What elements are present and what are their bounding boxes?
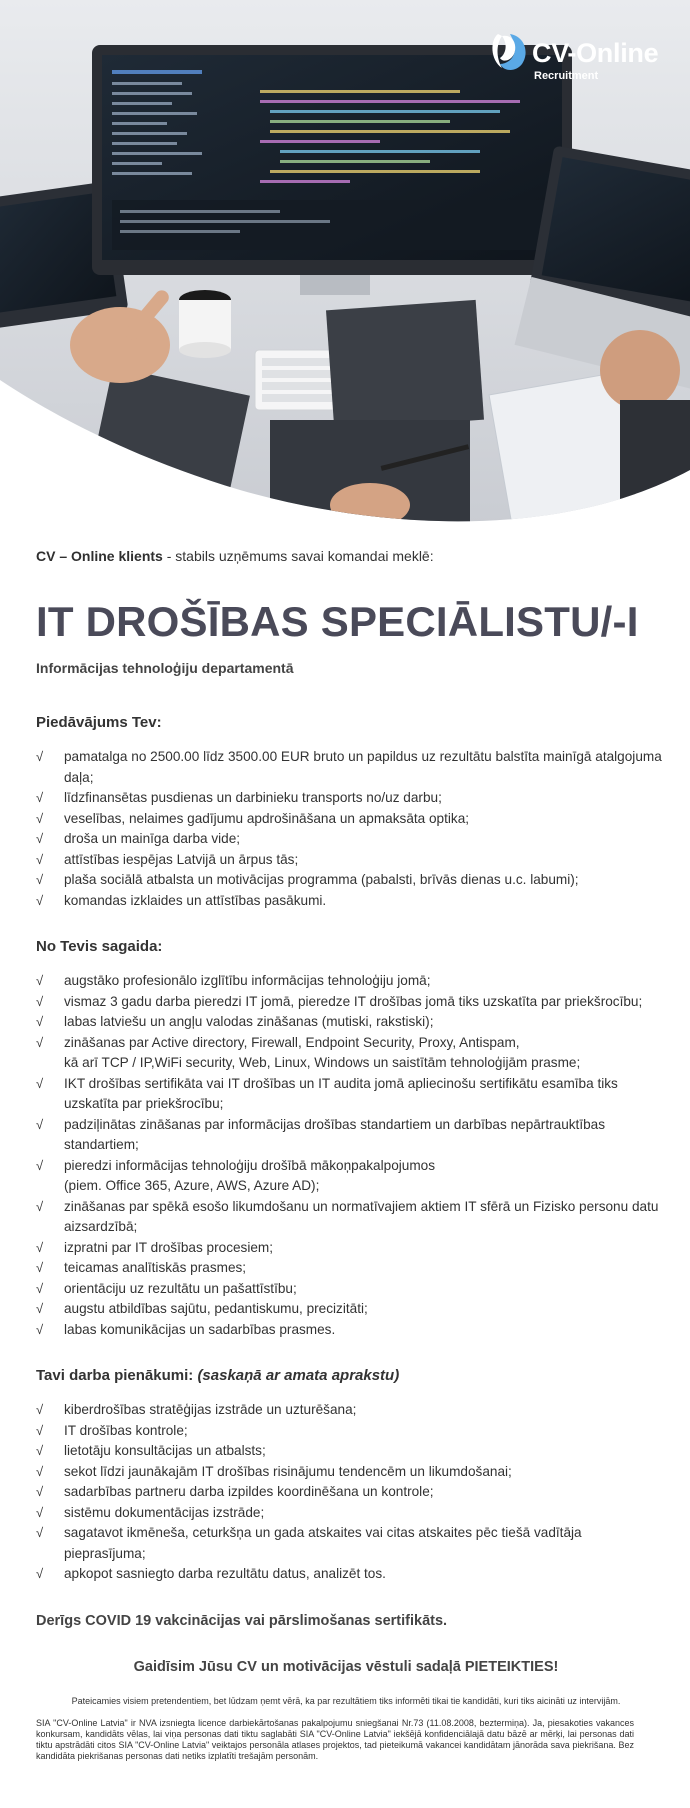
list-item (36, 870, 666, 891)
list-item-text: plaša sociālā atbalsta un motivācijas programma (pabalsti, brīvās dienas u.c. labumi); (64, 872, 579, 887)
checkmark-icon: √ (36, 1260, 44, 1275)
list-item (36, 1012, 666, 1033)
checkmark-icon: √ (36, 973, 44, 988)
checkmark-icon: √ (36, 1014, 44, 1029)
checkmark-icon: √ (36, 1157, 44, 1173)
cv-online-logo[interactable] (488, 28, 658, 86)
thanks-note: Pateicamies visiem pretendentiem, bet lūdzam ņemt vērā, ka par rezultātiem tiks informēti tikai tie kandidāti, kuri tiks aicināti uz intervijām. (71, 1695, 621, 1706)
list-item-text: labas komunikācijas un sadarbības prasmes. (64, 1321, 336, 1337)
requirements-title: No Tevis sagaida: (36, 938, 163, 955)
checkmark-icon: √ (36, 1504, 44, 1520)
list-item (36, 1482, 666, 1503)
list-item-text: pieredzi informācijas tehnoloģiju drošībā mākoņpakalpojumos (piem. Office 365, Azure, AWS, Azure AD); (64, 1157, 436, 1193)
duties-list (36, 1400, 666, 1585)
list-item-text: līdzfinansētas pusdienas un darbinieku transports no/uz darbu; (64, 790, 442, 805)
list-item (36, 1033, 666, 1074)
checkmark-icon: √ (36, 1321, 44, 1337)
list-item-text: pamatalga no 2500.00 līdz 3500.00 EUR bruto un papildus uz rezultātu balstīta mainīgā atalgojuma daļa; (64, 749, 662, 785)
list-item (36, 1279, 666, 1300)
intro-line (36, 548, 666, 564)
checkmark-icon: √ (36, 749, 44, 764)
intro-rest: - stabils uzņēmums savai komandai meklē: (162, 548, 434, 564)
duties-title (36, 1367, 666, 1384)
covid-note: Derīgs COVID 19 vakcinācijas vai pārslimošanas sertifikāts. (36, 1612, 448, 1629)
list-item (36, 1400, 666, 1421)
duties-title-note: (saskaņā ar amata aprakstu) (197, 1367, 400, 1384)
job-title: IT DROŠĪBAS SPECIĀLISTU/-I (36, 598, 639, 645)
list-item (36, 1197, 666, 1238)
list-item (36, 1503, 666, 1524)
checkmark-icon: √ (36, 1525, 44, 1540)
checkmark-icon: √ (36, 1463, 44, 1479)
checkmark-icon: √ (36, 1034, 44, 1050)
list-item (36, 1421, 666, 1442)
checkmark-icon: √ (36, 1198, 44, 1214)
list-item (36, 992, 666, 1013)
list-item-text: padziļinātas zināšanas par informācijas drošības standartiem un darbības nepārtrauktības standartiem; (64, 1116, 606, 1152)
list-item (36, 1156, 666, 1197)
department: Informācijas tehnoloģiju departamentā (36, 660, 294, 676)
list-item-text: apkopot sasniegto darba rezultātu datus, analizēt tos. (64, 1566, 386, 1581)
checkmark-icon: √ (36, 1402, 44, 1417)
list-item (36, 850, 666, 871)
checkmark-icon: √ (36, 1075, 44, 1091)
list-item (36, 1299, 666, 1320)
list-item (36, 891, 666, 912)
list-item-text: IKT drošības sertifikāta vai IT drošības un IT audita jomā apliecinošu sertifikātu esamība tiks uzskatīta par priekšrocību; (64, 1075, 618, 1111)
list-item (36, 1564, 666, 1585)
list-item-text: labas latviešu un angļu valodas zināšanas (mutiski, rakstiski); (64, 1014, 434, 1029)
list-item-text: komandas izklaides un attīstības pasākumi. (64, 892, 327, 908)
legal-note: SIA "CV-Online Latvia" ir NVA izsniegta licence darbiekārtošanas pakalpojumu sniegšanai Nr.73 (11.08.2008, beztermiņa). Ja, piesakoties vakances konkursam, kandidāts vēlas, lai viņa personas dati tiktu saglabāti SIA "CV-Online Latvia" iekšējā konfidenciālajā datu bāzē ar mērķi, lai personas dati tiktu apstrādāti citos SIA "CV-Online Latvia" veiktajos personāla atlases projektos, tad pieteikumā vakancei kandidātam jānorāda sava piekrišana. Bez kandidāta piekrišanas personas dati netiks izplatīti trešajām personām. (36, 1717, 634, 1761)
hero-banner (0, 0, 690, 530)
checkmark-icon: √ (36, 810, 44, 826)
list-item-text: vismaz 3 gadu darba pieredzi IT jomā, pieredze IT drošības jomā tiks uzskatīta par priekšrocību; (64, 993, 643, 1009)
logo-tagline: Recruitment (534, 70, 599, 82)
list-item-text: augstu atbildības sajūtu, pedantiskumu, precizitāti; (64, 1301, 368, 1316)
offer-list (36, 747, 666, 911)
logo-mark-icon (488, 30, 532, 74)
checkmark-icon: √ (36, 1484, 44, 1499)
list-item-text: sekot līdzi jaunākajām IT drošības risinājumu tendencēm un likumdošanai; (64, 1463, 512, 1479)
list-item (36, 1238, 666, 1259)
duties-title-text: Tavi darba pienākumi: (36, 1367, 194, 1384)
logo-name: CV-Online (532, 38, 659, 68)
checkmark-icon: √ (36, 1301, 44, 1316)
list-item-text: teicamas analītiskās prasmes; (64, 1260, 247, 1275)
list-item (36, 1523, 666, 1564)
list-item (36, 788, 666, 809)
list-item-text: orientāciju uz rezultātu un pašattīstību; (64, 1280, 297, 1296)
list-item-text: IT drošības kontrole; (64, 1422, 188, 1438)
list-item (36, 829, 666, 850)
checkmark-icon: √ (36, 1443, 44, 1458)
list-item-text: augstāko profesionālo izglītību informācijas tehnoloģiju jomā; (64, 973, 431, 988)
list-item-text: sadarbības partneru darba izpildes koordinēšana un kontrole; (64, 1484, 434, 1499)
checkmark-icon: √ (36, 993, 44, 1009)
list-item (36, 747, 666, 788)
list-item-text: sistēmu dokumentācijas izstrāde; (64, 1504, 265, 1520)
list-item-text: zināšanas par Active directory, Firewall, Endpoint Security, Proxy, Antispam, kā arī TCP / IP,WiFi security, Web, Linux, Windows un saistītām tehnoloģijām prasme; (64, 1034, 581, 1070)
checkmark-icon: √ (36, 1280, 44, 1296)
checkmark-icon: √ (36, 851, 44, 867)
checkmark-icon: √ (36, 1239, 44, 1255)
requirements-list (36, 971, 666, 1340)
checkmark-icon: √ (36, 831, 44, 846)
list-item (36, 809, 666, 830)
list-item (36, 1441, 666, 1462)
client-name: CV – Online klients (36, 548, 163, 564)
offer-title: Piedāvājums Tev: (36, 714, 162, 731)
checkmark-icon: √ (36, 1116, 44, 1132)
list-item-text: sagatavot ikmēneša, ceturkšņa un gada atskaites vai citas atskaites pēc tiešā vadītāja pieprasījuma; (64, 1525, 582, 1561)
checkmark-icon: √ (36, 1566, 44, 1581)
list-item-text: izpratni par IT drošības procesiem; (64, 1239, 274, 1255)
list-item-text: droša un mainīga darba vide; (64, 831, 241, 846)
list-item (36, 971, 666, 992)
list-item-text: kiberdrošības stratēģijas izstrāde un uzturēšana; (64, 1402, 357, 1417)
job-ad-content (36, 548, 666, 1762)
list-item (36, 1462, 666, 1483)
checkmark-icon: √ (36, 872, 44, 887)
list-item-text: attīstības iespējas Latvijā un ārpus tās; (64, 851, 299, 867)
list-item-text: veselības, nelaimes gadījumu apdrošināšana un apmaksāta optika; (64, 810, 470, 826)
list-item-text: zināšanas par spēkā esošo likumdošanu un normatīvajiem aktiem IT sfērā un Fizisko personu datu aizsardzībā; (64, 1198, 659, 1234)
list-item (36, 1074, 666, 1115)
list-item-text: lietotāju konsultācijas un atbalsts; (64, 1443, 266, 1458)
checkmark-icon: √ (36, 892, 44, 908)
list-item (36, 1320, 666, 1341)
list-item (36, 1258, 666, 1279)
checkmark-icon: √ (36, 1422, 44, 1438)
checkmark-icon: √ (36, 790, 44, 805)
list-item (36, 1115, 666, 1156)
apply-note: Gaidīsim Jūsu CV un motivācijas vēstuli sadaļā PIETEIKTIES! (133, 1658, 559, 1675)
